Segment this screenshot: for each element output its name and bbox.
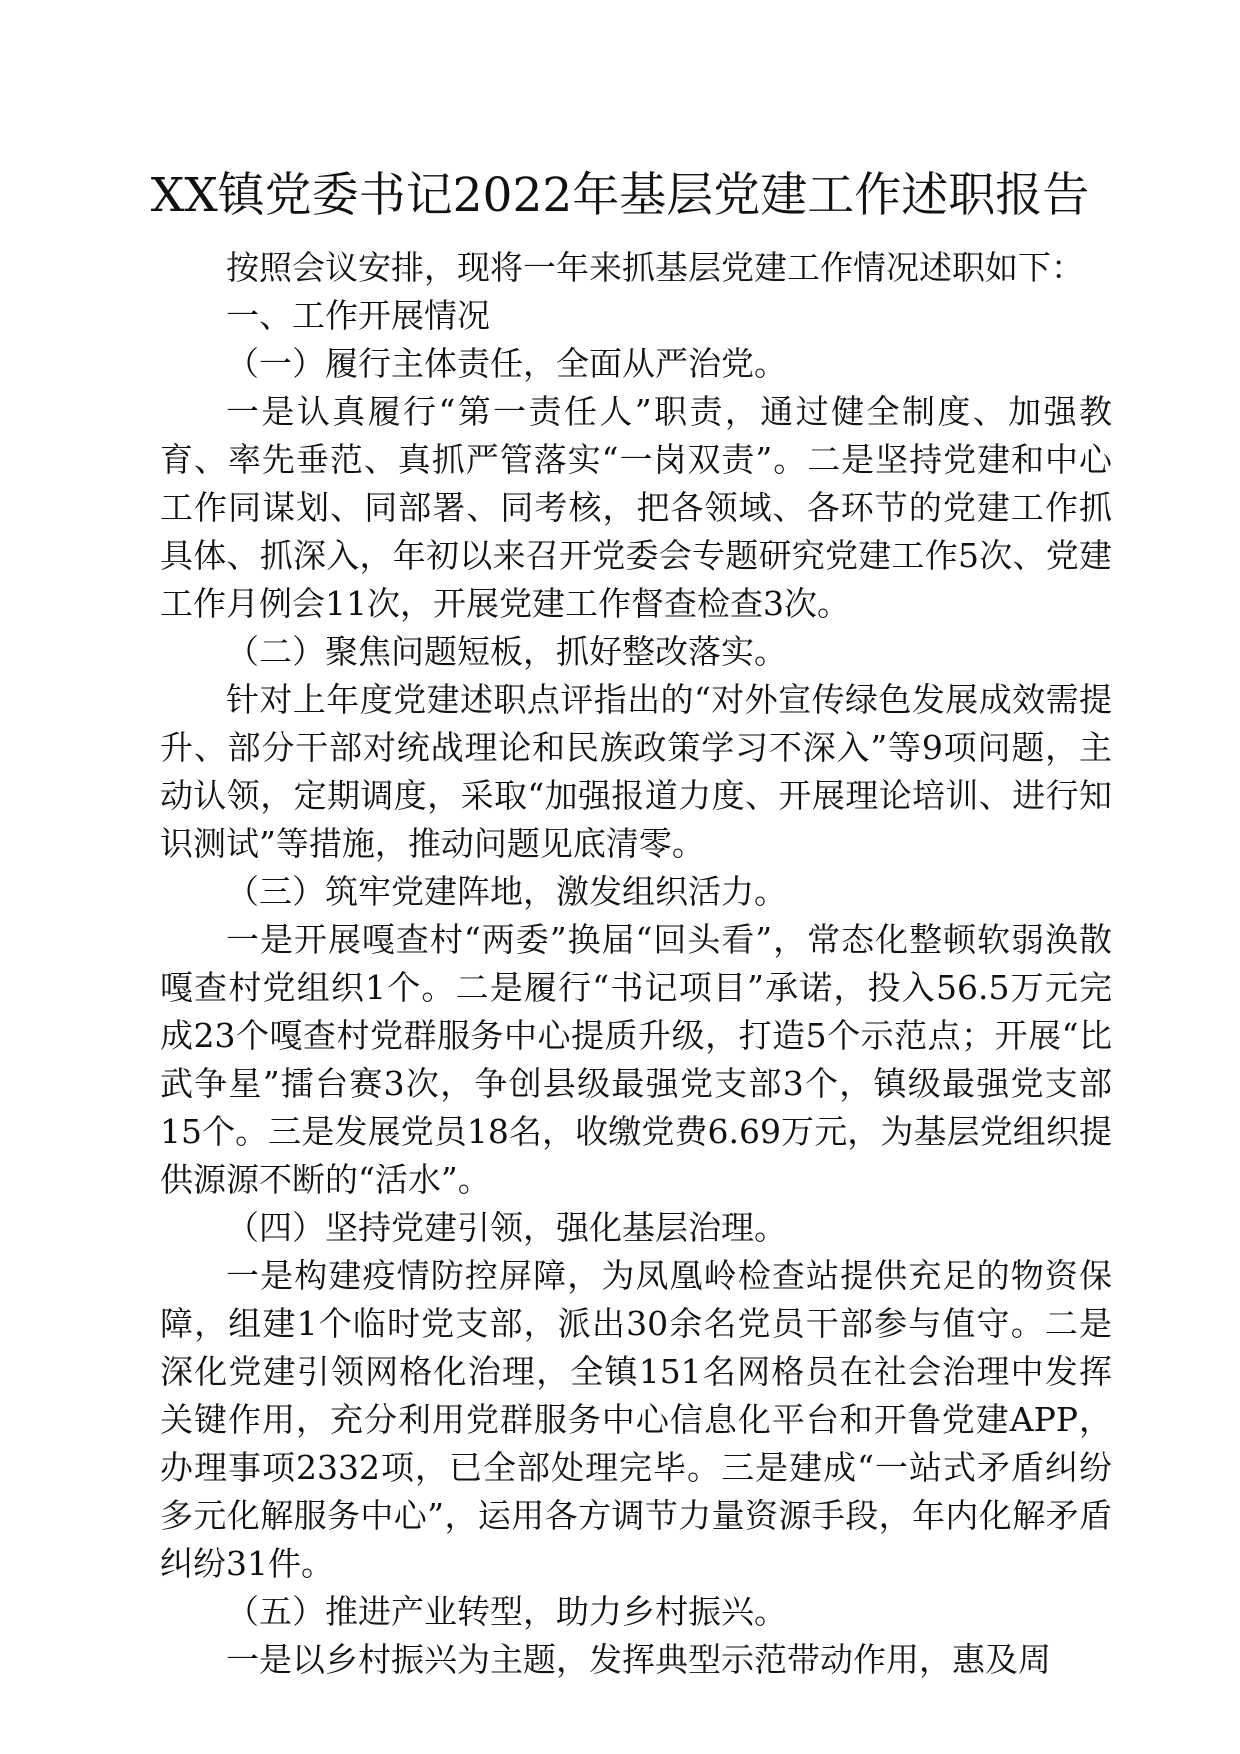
body-paragraph: 一是开展嘎查村“两委”换届“回头看”，常态化整顿软弱涣散嘎查村党组织1个。二是履行“书记项目”承诺，投入56.5万元完成23个嘎查村党群服务中心提质升级，打造5个示范点；开展“比武争星”擂台赛3次，争创县级最强党支部3个，镇级最强党支部15个。三是发展党员18名，收缴党费6.69万元，为基层党组织提供源源不断的“活水”。: [160, 920, 1112, 1199]
subsection-heading: （五）推进产业转型，助力乡村振兴。: [226, 1592, 787, 1631]
body-paragraph: 针对上年度党建述职点评指出的“对外宣传绿色发展成效需提升、部分干部对统战理论和民族政策学习不深入”等9项问题，主动认领，定期调度，采取“加强报道力度、开展理论培训、进行知识测试”等措施，推动问题见底清零。: [160, 680, 1112, 863]
section-heading: 一、工作开展情况: [226, 296, 490, 335]
subsection-heading: （二）聚焦问题短板，抓好整改落实。: [226, 632, 787, 671]
document-title: XX镇党委书记2022年基层党建工作述职报告: [150, 168, 1090, 223]
document-body: [160, 244, 1112, 1684]
subsection-heading: （三）筑牢党建阵地，激发组织活力。: [226, 872, 787, 911]
intro-paragraph: 按照会议安排，现将一年来抓基层党建工作情况述职如下：: [226, 248, 1084, 287]
subsection-heading: （一）履行主体责任，全面从严治党。: [226, 344, 787, 383]
subsection-heading: （四）坚持党建引领，强化基层治理。: [226, 1208, 787, 1247]
body-paragraph: 一是认真履行“第一责任人”职责，通过健全制度、加强教育、率先垂范、真抓严管落实“一岗双责”。二是坚持党建和中心工作同谋划、同部署、同考核，把各领域、各环节的党建工作抓具体、抓深入，年初以来召开党委会专题研究党建工作5次、党建工作月例会11次，开展党建工作督查检查3次。: [160, 392, 1112, 623]
body-paragraph: 一是构建疫情防控屏障，为凤凰岭检查站提供充足的物资保障，组建1个临时党支部，派出30余名党员干部参与值守。二是深化党建引领网格化治理，全镇151名网格员在社会治理中发挥关键作用，充分利用党群服务中心信息化平台和开鲁党建APP，办理事项2332项，已全部处理完毕。三是建成“一站式矛盾纠纷多元化解服务中心”，运用各方调节力量资源手段，年内化解矛盾纠纷31件。: [160, 1256, 1112, 1583]
body-paragraph: 一是以乡村振兴为主题，发挥典型示范带动作用，惠及周: [226, 1640, 1051, 1679]
